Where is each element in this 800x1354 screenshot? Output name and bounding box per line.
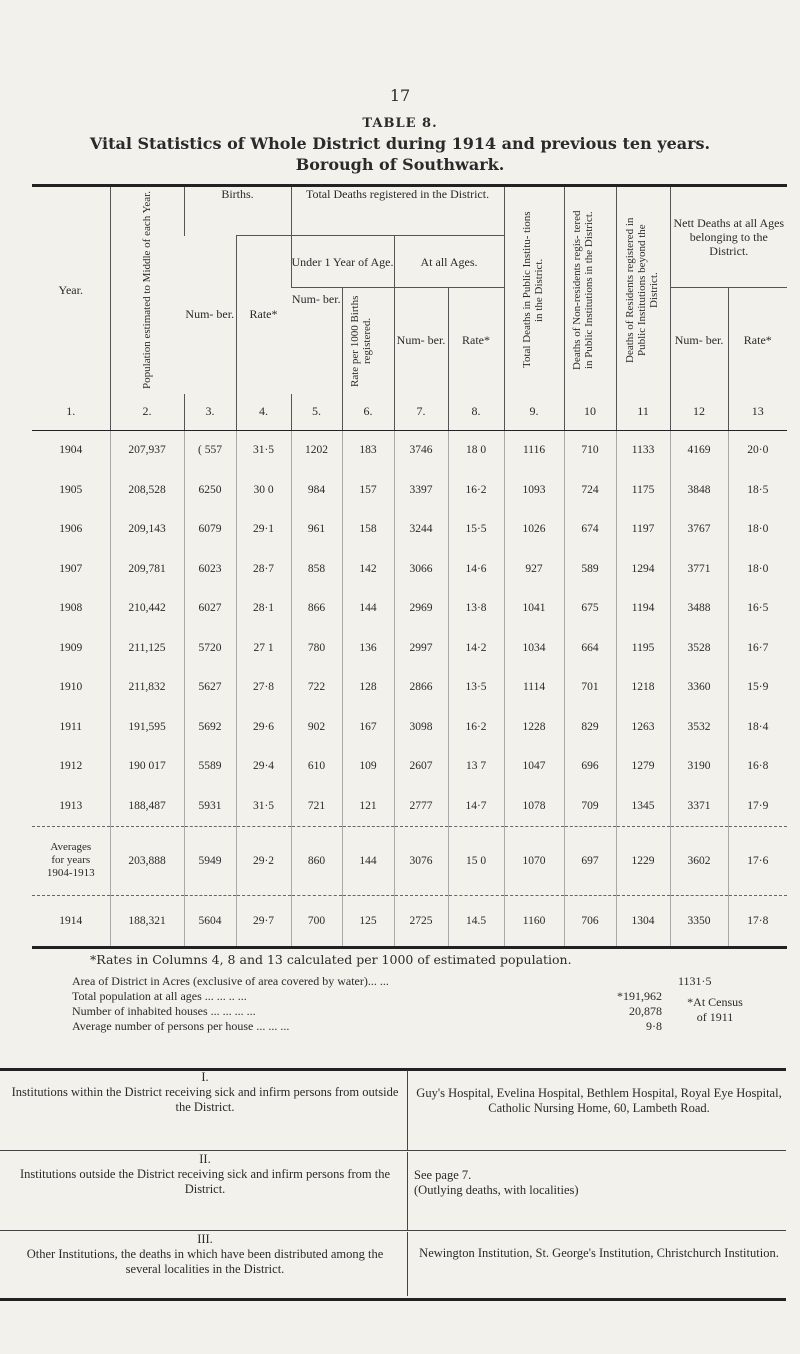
table-cell: 18·4 xyxy=(728,707,787,747)
table-cell: 188,321 xyxy=(110,895,184,947)
table-cell: 2866 xyxy=(394,668,448,708)
table-cell: 27 1 xyxy=(236,628,291,668)
col-num: 10 xyxy=(564,394,616,431)
table-cell: 860 xyxy=(291,826,342,895)
row-year: 1913 xyxy=(59,799,83,812)
row-year: 1910 xyxy=(59,681,83,694)
table-cell: 5949 xyxy=(184,826,236,895)
vital-statistics-table xyxy=(32,184,787,949)
table-cell: 30 0 xyxy=(236,470,291,510)
table-cell: 2725 xyxy=(394,895,448,947)
table-cell: 664 xyxy=(564,628,616,668)
table-cell: 211,125 xyxy=(110,628,184,668)
table-cell: 183 xyxy=(342,430,394,470)
table-row xyxy=(32,510,787,550)
table-cell: 1160 xyxy=(504,895,564,947)
table-cell: 3076 xyxy=(394,826,448,895)
table-cell: 29·1 xyxy=(236,510,291,550)
table-cell: 191,595 xyxy=(110,707,184,747)
table-cell: 3098 xyxy=(394,707,448,747)
institution-right: See page 7. (Outlying deaths, with localities) xyxy=(414,1168,579,1197)
header-births-number: Num- ber. xyxy=(185,307,235,321)
table-cell: 167 xyxy=(342,707,394,747)
table-cell: 128 xyxy=(342,668,394,708)
table-cell: 721 xyxy=(291,786,342,826)
col-num: 12 xyxy=(670,394,728,431)
table-cell: 3244 xyxy=(394,510,448,550)
table-cell: 1175 xyxy=(616,470,670,510)
table-cell: ( 557 xyxy=(184,430,236,470)
row-1914 xyxy=(32,895,787,947)
table-cell: 1294 xyxy=(616,549,670,589)
table-cell: 1034 xyxy=(504,628,564,668)
table-cell: 6027 xyxy=(184,589,236,629)
col-num: 11 xyxy=(616,394,670,431)
col-num: 3. xyxy=(184,394,236,431)
header-residents-beyond: Deaths of Residents registered in Public Institutions beyond the District. xyxy=(616,186,670,394)
table-body xyxy=(32,430,787,826)
col-num: 1. xyxy=(32,394,110,431)
page-number: 17 xyxy=(389,86,411,105)
table-row xyxy=(32,707,787,747)
table-cell: 1047 xyxy=(504,747,564,787)
col-num: 2. xyxy=(110,394,184,431)
col-num: 7. xyxy=(394,394,448,431)
averages-row xyxy=(32,826,787,895)
area-label: Area of District in Acres (exclusive of area covered by water)... ... xyxy=(72,974,389,988)
table-cell: 1263 xyxy=(616,707,670,747)
table-cell: 5589 xyxy=(184,747,236,787)
table-row xyxy=(32,747,787,787)
table-row xyxy=(32,786,787,826)
table-cell: 16·5 xyxy=(728,589,787,629)
table-cell: 14·2 xyxy=(448,628,504,668)
table-cell: 710 xyxy=(564,430,616,470)
rates-footnote: *Rates in Columns 4, 8 and 13 calculated per 1000 of estimated population. xyxy=(90,952,572,967)
header-nett-deaths: Nett Deaths at all Ages belonging to the District. xyxy=(670,186,787,288)
table-cell: 13·8 xyxy=(448,589,504,629)
header-births-rate: Rate* xyxy=(236,236,291,394)
table-cell: 14.5 xyxy=(448,895,504,947)
table-cell: 701 xyxy=(564,668,616,708)
table-cell: 5720 xyxy=(184,628,236,668)
header-total-deaths: Total Deaths registered in the District. xyxy=(291,186,504,236)
row-year: 1911 xyxy=(59,720,83,733)
col-num: 4. xyxy=(236,394,291,431)
header-all-rate: Rate* xyxy=(448,288,504,394)
table-cell: 210,442 xyxy=(110,589,184,629)
persons-value: 9·8 xyxy=(646,1019,662,1033)
table-cell: 136 xyxy=(342,628,394,668)
table-cell: 2969 xyxy=(394,589,448,629)
table-row xyxy=(32,549,787,589)
row-year: 1908 xyxy=(59,602,83,615)
table-cell: 3602 xyxy=(670,826,728,895)
table-cell: 780 xyxy=(291,628,342,668)
table-cell: 15 0 xyxy=(448,826,504,895)
table-cell: 144 xyxy=(342,826,394,895)
table-cell: 188,487 xyxy=(110,786,184,826)
table-cell: 31·5 xyxy=(236,786,291,826)
table-row xyxy=(32,470,787,510)
houses-label: Number of inhabited houses ... ... ... ... xyxy=(72,1004,256,1018)
table-cell: 17·9 xyxy=(728,786,787,826)
table-cell: 209,143 xyxy=(110,510,184,550)
table-cell: 3190 xyxy=(670,747,728,787)
header-under1-rate: Rate per 1000 Births registered. xyxy=(342,288,394,394)
averages-label: Averages for years 1904-1913 xyxy=(32,826,110,895)
table-cell: 1078 xyxy=(504,786,564,826)
table-cell: 29·7 xyxy=(236,895,291,947)
table-cell: 724 xyxy=(564,470,616,510)
table-cell: 709 xyxy=(564,786,616,826)
table-cell: 3848 xyxy=(670,470,728,510)
table-cell: 142 xyxy=(342,549,394,589)
table-cell: 866 xyxy=(291,589,342,629)
col-num: 8. xyxy=(448,394,504,431)
table-cell: 3746 xyxy=(394,430,448,470)
table-cell: 902 xyxy=(291,707,342,747)
table-cell: 121 xyxy=(342,786,394,826)
col-num: 5. xyxy=(291,394,342,431)
header-year: Year. xyxy=(32,186,110,394)
population-value: *191,962 xyxy=(617,989,662,1003)
row-year: 1912 xyxy=(59,760,83,773)
table-cell: 208,528 xyxy=(110,470,184,510)
institution-right: Guy's Hospital, Evelina Hospital, Bethlem Hospital, Royal Eye Hospital, Catholic Nursing Home, 60, Lambeth Road. xyxy=(416,1086,782,1115)
table-cell: 961 xyxy=(291,510,342,550)
institution-group xyxy=(0,1070,800,1150)
table-cell: 20·0 xyxy=(728,430,787,470)
table-cell: 29·2 xyxy=(236,826,291,895)
table-cell: 31·5 xyxy=(236,430,291,470)
table-cell: 5931 xyxy=(184,786,236,826)
table-cell: 28·7 xyxy=(236,549,291,589)
table-cell: 674 xyxy=(564,510,616,550)
header-population: Population estimated to Middle of each Year. xyxy=(110,186,184,394)
table-cell: 1914 xyxy=(32,895,110,947)
institution-left: III. Other Institutions, the deaths in which have been distributed among the several localities in the District. xyxy=(26,1232,384,1276)
table-cell: 203,888 xyxy=(110,826,184,895)
table-cell: 4169 xyxy=(670,430,728,470)
table-cell: 1279 xyxy=(616,747,670,787)
table-cell: 3488 xyxy=(670,589,728,629)
table-cell: 18·5 xyxy=(728,470,787,510)
vital-statistics-table-wrap xyxy=(32,184,787,949)
row-year: 1906 xyxy=(59,523,83,536)
table-cell: 16·2 xyxy=(448,470,504,510)
table-cell: 157 xyxy=(342,470,394,510)
header-non-residents: Deaths of Non-residents regis- tered in Public Institutions in the District. xyxy=(564,186,616,394)
table-cell: 700 xyxy=(291,895,342,947)
table-cell: 18·0 xyxy=(728,510,787,550)
table-cell: 5627 xyxy=(184,668,236,708)
table-cell: 1228 xyxy=(504,707,564,747)
table-cell: 109 xyxy=(342,747,394,787)
header-nett-number: Num- ber. xyxy=(670,288,728,394)
page-subtitle: Borough of Southwark. xyxy=(295,155,505,174)
table-cell: 3532 xyxy=(670,707,728,747)
table-cell: 697 xyxy=(564,826,616,895)
table-cell: 29·6 xyxy=(236,707,291,747)
header-under1-number: Num- ber. xyxy=(291,292,341,306)
table-cell: 1345 xyxy=(616,786,670,826)
table-cell: 27·8 xyxy=(236,668,291,708)
table-cell: 1195 xyxy=(616,628,670,668)
table-cell: 3371 xyxy=(670,786,728,826)
table-cell: 17·8 xyxy=(728,895,787,947)
col-num: 13 xyxy=(728,394,787,431)
table-cell: 17·6 xyxy=(728,826,787,895)
table-cell: 2997 xyxy=(394,628,448,668)
table-cell: 15·9 xyxy=(728,668,787,708)
table-cell: 207,937 xyxy=(110,430,184,470)
institution-left: II. Institutions outside the District receiving sick and infirm persons from the District. xyxy=(19,1152,391,1196)
header-all-ages: At all Ages. xyxy=(394,236,504,288)
table-label: TABLE 8. xyxy=(362,116,438,131)
table-cell: 6023 xyxy=(184,549,236,589)
table-cell: 1041 xyxy=(504,589,564,629)
table-cell: 3528 xyxy=(670,628,728,668)
table-cell: 610 xyxy=(291,747,342,787)
table-cell: 1026 xyxy=(504,510,564,550)
table-cell: 13·5 xyxy=(448,668,504,708)
institution-group xyxy=(0,1152,800,1230)
table-cell: 1197 xyxy=(616,510,670,550)
page-title: Vital Statistics of Whole District during 1914 and previous ten years. xyxy=(89,134,711,153)
table-cell: 3397 xyxy=(394,470,448,510)
table-cell: 14·6 xyxy=(448,549,504,589)
table-cell: 1194 xyxy=(616,589,670,629)
table-cell: 16·7 xyxy=(728,628,787,668)
table-cell: 829 xyxy=(564,707,616,747)
institution-left: I. Institutions within the District receiving sick and infirm persons from outside the District. xyxy=(11,1070,399,1114)
table-cell: 1304 xyxy=(616,895,670,947)
column-number-row xyxy=(32,394,787,431)
table-cell: 16·2 xyxy=(448,707,504,747)
table-cell: 144 xyxy=(342,589,394,629)
table-cell: 190 017 xyxy=(110,747,184,787)
table-cell: 18·0 xyxy=(728,549,787,589)
table-cell: 3360 xyxy=(670,668,728,708)
row-year: 1909 xyxy=(59,641,83,654)
header-births: Births. xyxy=(184,186,291,236)
table-cell: 1229 xyxy=(616,826,670,895)
persons-label: Average number of persons per house ... ... ... xyxy=(72,1019,290,1033)
table-cell: 16·8 xyxy=(728,747,787,787)
table-cell: 675 xyxy=(564,589,616,629)
table-cell: 3767 xyxy=(670,510,728,550)
table-cell: 1218 xyxy=(616,668,670,708)
table-cell: 18 0 xyxy=(448,430,504,470)
table-row xyxy=(32,628,787,668)
table-cell: 1070 xyxy=(504,826,564,895)
table-cell: 125 xyxy=(342,895,394,947)
table-cell: 927 xyxy=(504,549,564,589)
table-cell: 6250 xyxy=(184,470,236,510)
table-cell: 1133 xyxy=(616,430,670,470)
institution-right: Newington Institution, St. George's Institution, Christchurch Institution. xyxy=(419,1246,779,1260)
table-cell: 28·1 xyxy=(236,589,291,629)
table-cell: 15·5 xyxy=(448,510,504,550)
table-cell: 209,781 xyxy=(110,549,184,589)
table-row xyxy=(32,430,787,470)
table-cell: 1093 xyxy=(504,470,564,510)
header-under-1: Under 1 Year of Age. xyxy=(291,236,394,288)
institution-group xyxy=(0,1232,800,1296)
table-cell: 2607 xyxy=(394,747,448,787)
table-cell: 2777 xyxy=(394,786,448,826)
row-year: 1907 xyxy=(59,562,83,575)
table-cell: 5692 xyxy=(184,707,236,747)
table-cell: 211,832 xyxy=(110,668,184,708)
row-year: 1904 xyxy=(59,444,83,457)
table-cell: 6079 xyxy=(184,510,236,550)
table-cell: 3771 xyxy=(670,549,728,589)
header-public-institutions: Total Deaths in Public Institu- tions in the District. xyxy=(504,186,564,394)
table-row xyxy=(32,589,787,629)
table-cell: 1114 xyxy=(504,668,564,708)
table-cell: 3066 xyxy=(394,549,448,589)
table-cell: 858 xyxy=(291,549,342,589)
col-num: 6. xyxy=(342,394,394,431)
table-cell: 984 xyxy=(291,470,342,510)
table-cell: 706 xyxy=(564,895,616,947)
table-cell: 696 xyxy=(564,747,616,787)
census-note: *At Census of 1911 xyxy=(687,995,743,1024)
population-label: Total population at all ages ... ... .. ... xyxy=(72,989,247,1003)
table-cell: 589 xyxy=(564,549,616,589)
row-year: 1905 xyxy=(59,483,83,496)
table-cell: 158 xyxy=(342,510,394,550)
table-cell: 14·7 xyxy=(448,786,504,826)
table-cell: 29·4 xyxy=(236,747,291,787)
houses-value: 20,878 xyxy=(629,1004,662,1018)
table-cell: 1202 xyxy=(291,430,342,470)
table-cell: 3350 xyxy=(670,895,728,947)
header-all-number: Num- ber. xyxy=(394,288,448,394)
header-nett-rate: Rate* xyxy=(728,288,787,394)
area-value: 1131·5 xyxy=(678,974,712,988)
table-cell: 5604 xyxy=(184,895,236,947)
table-cell: 722 xyxy=(291,668,342,708)
col-num: 9. xyxy=(504,394,564,431)
table-row xyxy=(32,668,787,708)
table-cell: 1116 xyxy=(504,430,564,470)
table-cell: 13 7 xyxy=(448,747,504,787)
